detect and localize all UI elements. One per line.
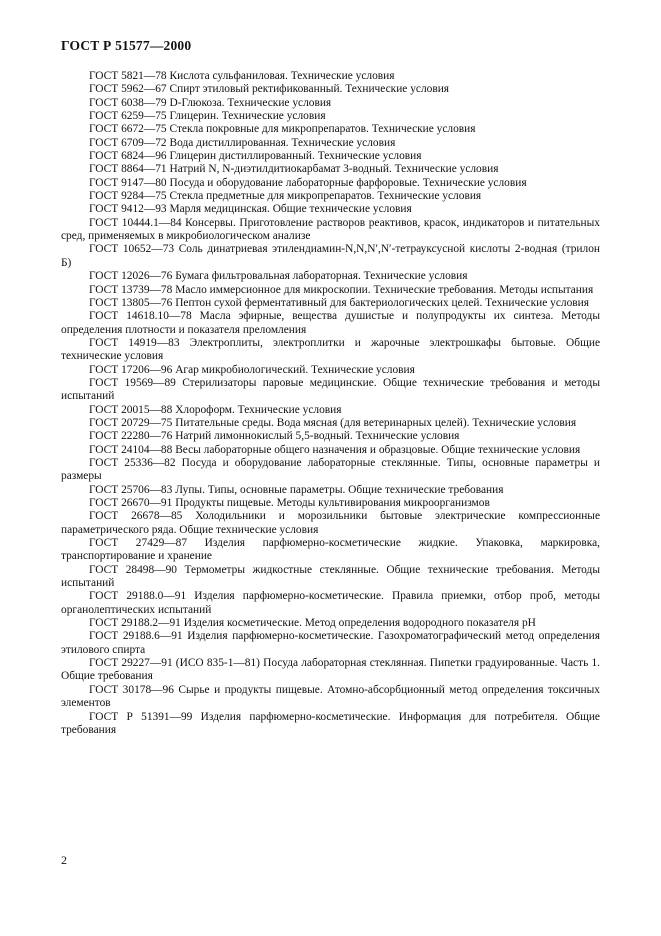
reference-code: ГОСТ 27429—87 [89,537,188,550]
reference-entry [61,497,600,510]
reference-code: ГОСТ 10652—73 [89,243,175,256]
reference-title: Электроплиты, электроплитки и жарочные электрошкафы бытовые. Общие технические условия [61,336,601,363]
reference-title: Спирт этиловый ректификованный. Технические условия [169,83,450,96]
references-list [61,70,600,737]
page-number: 2 [61,853,67,867]
reference-title: Посуда и оборудование лабораторные стеклянные. Типы, основные параметры и размеры [61,456,601,483]
reference-entry [61,83,600,96]
reference-entry [61,484,600,497]
reference-code: ГОСТ 25706—83 [89,483,173,496]
reference-code: ГОСТ 29188.6—91 [89,630,183,643]
reference-entry [61,123,600,136]
reference-entry [61,217,600,244]
reference-code: ГОСТ 20015—88 [89,403,173,416]
reference-title: Стекла покровные для микропрепаратов. Технические условия [169,123,476,136]
reference-title: Весы лабораторные общего назначения и образцовые. Общие технические условия [175,443,581,456]
reference-code: ГОСТ 6259—75 [89,110,167,123]
reference-title: Изделия парфюмерно-косметические жидкие. Упаковка, маркировка, транспортирование и хранение [61,537,600,563]
reference-title: D-Глюкоза. Технические условия [169,96,332,109]
reference-entry [61,110,600,123]
reference-entry [61,617,600,630]
reference-title: Бумага фильтровальная лабораторная. Технические условия [175,270,468,283]
reference-entry [61,630,600,657]
reference-entry [61,70,600,83]
reference-code: ГОСТ 6709—72 [89,136,167,149]
reference-entry [61,457,600,484]
reference-entry [61,137,600,150]
reference-code: ГОСТ 6038—79 [89,96,167,109]
reference-code: ГОСТ 26670—91 [89,497,173,509]
reference-title: Агар микробиологический. Технические условия [175,363,415,376]
reference-code: ГОСТ 6672—75 [89,123,167,136]
reference-entry [61,364,600,377]
reference-title: Изделия парфюмерно-косметические. Правила приемки, отбор проб, методы органолептических испытаний [61,590,601,616]
reference-title: Вода дистиллированная. Технические условия [169,136,396,149]
reference-code: ГОСТ 14919—83 [89,336,180,349]
reference-code: ГОСТ 25336—82 [89,456,176,469]
reference-entry [61,430,600,443]
reference-title: Продукты пищевые. Методы культивирования микроорганизмов [175,497,490,509]
reference-entry [61,270,600,283]
reference-title: Посуда и оборудование лабораторные фарфоровые. Технические условия [169,176,527,189]
reference-entry [61,337,600,364]
reference-entry [61,404,600,417]
reference-code: ГОСТ 14618.10—78 [89,310,192,323]
reference-entry [61,243,600,270]
reference-code: ГОСТ 26678—85 [89,510,183,523]
reference-code: ГОСТ 24104—88 [89,443,173,456]
reference-title: Кислота сульфаниловая. Технические условия [169,70,395,82]
reference-title: Натрий лимоннокислый 5,5-водный. Технические условия [175,430,460,443]
reference-title: Хлороформ. Технические условия [175,403,342,416]
reference-code: ГОСТ 5821—78 [89,70,167,82]
reference-code: ГОСТ 9284—75 [89,190,167,203]
reference-code: ГОСТ 28498—90 [89,563,177,576]
reference-title: Пептон сухой ферментативный для бактериологических целей. Технические условия [175,296,589,309]
reference-title: Стекла предметные для микропрепаратов. Технические условия [169,190,482,203]
reference-entry [61,150,600,163]
reference-code: ГОСТ Р 51391—99 [89,710,193,723]
reference-title: Изделия парфюмерно-косметические. Информация для потребителя. Общие требования [61,710,600,736]
reference-entry [61,163,600,176]
reference-entry [61,417,600,430]
reference-title: Стерилизаторы паровые медицинские. Общие технические требования и методы испытаний [61,376,600,403]
reference-code: ГОСТ 29227—91 (ИСО 835-1—81) [89,657,260,670]
reference-entry [61,190,600,203]
reference-code: ГОСТ 17206—96 [89,363,173,376]
reference-title: Соль динатриевая этилендиамин-N,N,N′,N′-тетрауксусной кислоты 2-водная (трилон Б) [61,243,601,269]
reference-title: Марля медицинская. Общие технические условия [169,203,412,216]
reference-title: Посуда лабораторная стеклянная. Пипетки градуированные. Часть 1. Общие требования [61,657,600,683]
reference-code: ГОСТ 30178—96 [89,683,174,696]
reference-title: Консервы. Приготовление растворов реактивов, красок, индикаторов и питательных сред, применяемых в микробиологическом анализе [61,216,600,243]
reference-code: ГОСТ 5962—67 [89,83,167,96]
reference-code: ГОСТ 13805—76 [89,296,173,309]
reference-code: ГОСТ 8864—71 [89,163,167,176]
reference-title: Термометры жидкостные стеклянные. Общие технические требования. Методы испытаний [61,563,600,590]
reference-entry [61,297,600,310]
reference-title: Масло иммерсионное для микроскопии. Технические требования. Методы испытания [175,283,594,296]
reference-title: Масла эфирные, вещества душистые и полупродукты их синтеза. Методы определения плотности и показателя преломления [61,310,600,336]
reference-title: Питательные среды. Вода мясная (для ветеринарных целей). Технические условия [175,416,577,429]
reference-entry [61,203,600,216]
reference-code: ГОСТ 9412—93 [89,203,167,216]
reference-entry [61,377,600,404]
reference-code: ГОСТ 12026—76 [89,270,173,283]
reference-title: Изделия парфюмерно-косметические. Газохроматографический метод определения этилового спирта [61,630,600,656]
reference-title: Глицерин. Технические условия [169,110,326,123]
reference-code: ГОСТ 6824—96 [89,150,167,163]
reference-code: ГОСТ 10444.1—84 [89,216,182,229]
reference-code: ГОСТ 22280—76 [89,430,173,443]
reference-entry [61,284,600,297]
reference-entry [61,537,600,564]
reference-entry [61,177,600,190]
reference-code: ГОСТ 19569—89 [89,376,176,389]
reference-entry [61,510,600,537]
reference-entry [61,310,600,337]
reference-code: ГОСТ 20729—75 [89,416,173,429]
reference-title: Холодильники и морозильники бытовые электрические компрессионные параметрического ряда. Общие технические условия [61,510,601,536]
reference-entry [61,564,600,591]
reference-entry [61,711,600,738]
reference-entry [61,657,600,684]
reference-title: Натрий N, N-диэтилдитиокарбамат 3-водный. Технические условия [169,163,499,176]
reference-code: ГОСТ 29188.0—91 [89,590,187,603]
reference-title: Лупы. Типы, основные параметры. Общие технические требования [175,483,504,496]
document-header: ГОСТ Р 51577—2000 [61,38,192,53]
reference-title: Сырье и продукты пищевые. Атомно-абсорбционный метод определения токсичных элементов [61,683,600,710]
reference-title: Глицерин дистиллированный. Технические условия [169,150,422,163]
reference-title: Изделия косметические. Метод определения водородного показателя pH [183,617,536,630]
reference-code: ГОСТ 13739—78 [89,283,173,296]
reference-entry [61,444,600,457]
reference-code: ГОСТ 29188.2—91 [89,617,181,630]
reference-entry [61,684,600,711]
reference-entry [61,590,600,617]
reference-code: ГОСТ 9147—80 [89,176,167,189]
reference-entry [61,97,600,110]
